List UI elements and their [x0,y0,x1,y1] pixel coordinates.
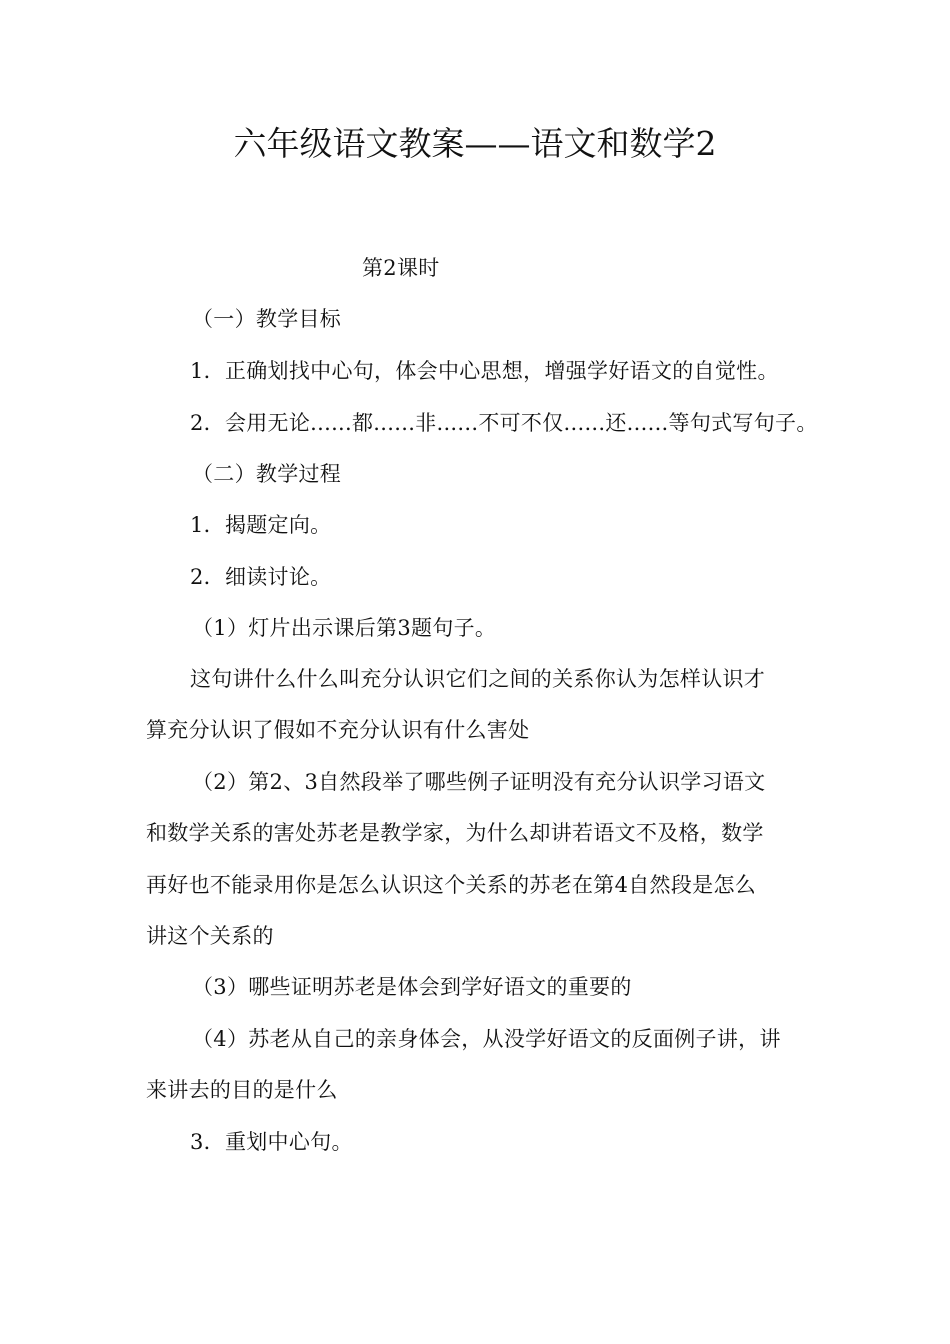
paragraph-line: 讲这个关系的 [146,924,274,948]
paragraph-line: 这句讲什么什么叫充分认识它们之间的关系你认为怎样认识才 [190,667,766,691]
question-1-label: （1）灯片出示课后第3题句子。 [192,616,497,640]
question-2-line: （2）第2、3自然段举了哪些例子证明没有充分认识学习语文 [192,770,766,794]
document-title: 六年级语文教案——语文和数学2 [233,124,717,163]
step-item-1: 1．揭题定向。 [190,513,332,537]
step-item-2: 2．细读讨论。 [190,565,332,589]
section-heading-process: （二）教学过程 [192,462,342,486]
paragraph-line: 算充分认识了假如不充分认识有什么害处 [146,718,530,742]
section-heading-goals: （一）教学目标 [192,307,342,331]
paragraph-line: 和数学关系的害处苏老是教学家，为什么却讲若语文不及格，数学 [146,821,764,845]
paragraph-line: 再好也不能录用你是怎么认识这个关系的苏老在第4自然段是怎么 [146,873,757,897]
lesson-label: 第2课时 [362,256,440,280]
goal-item-1: 1．正确划找中心句，体会中心思想，增强学好语文的自觉性。 [190,359,779,383]
paragraph-line: 来讲去的目的是什么 [146,1078,338,1102]
question-3-line: （3）哪些证明苏老是体会到学好语文的重要的 [192,975,632,999]
step-item-3: 3．重划中心句。 [190,1130,353,1154]
goal-item-2: 2．会用无论......都......非......不可不仅......还......等句式写句子。 [190,411,818,435]
question-4-line: （4）苏老从自己的亲身体会，从没学好语文的反面例子讲，讲 [192,1027,781,1051]
